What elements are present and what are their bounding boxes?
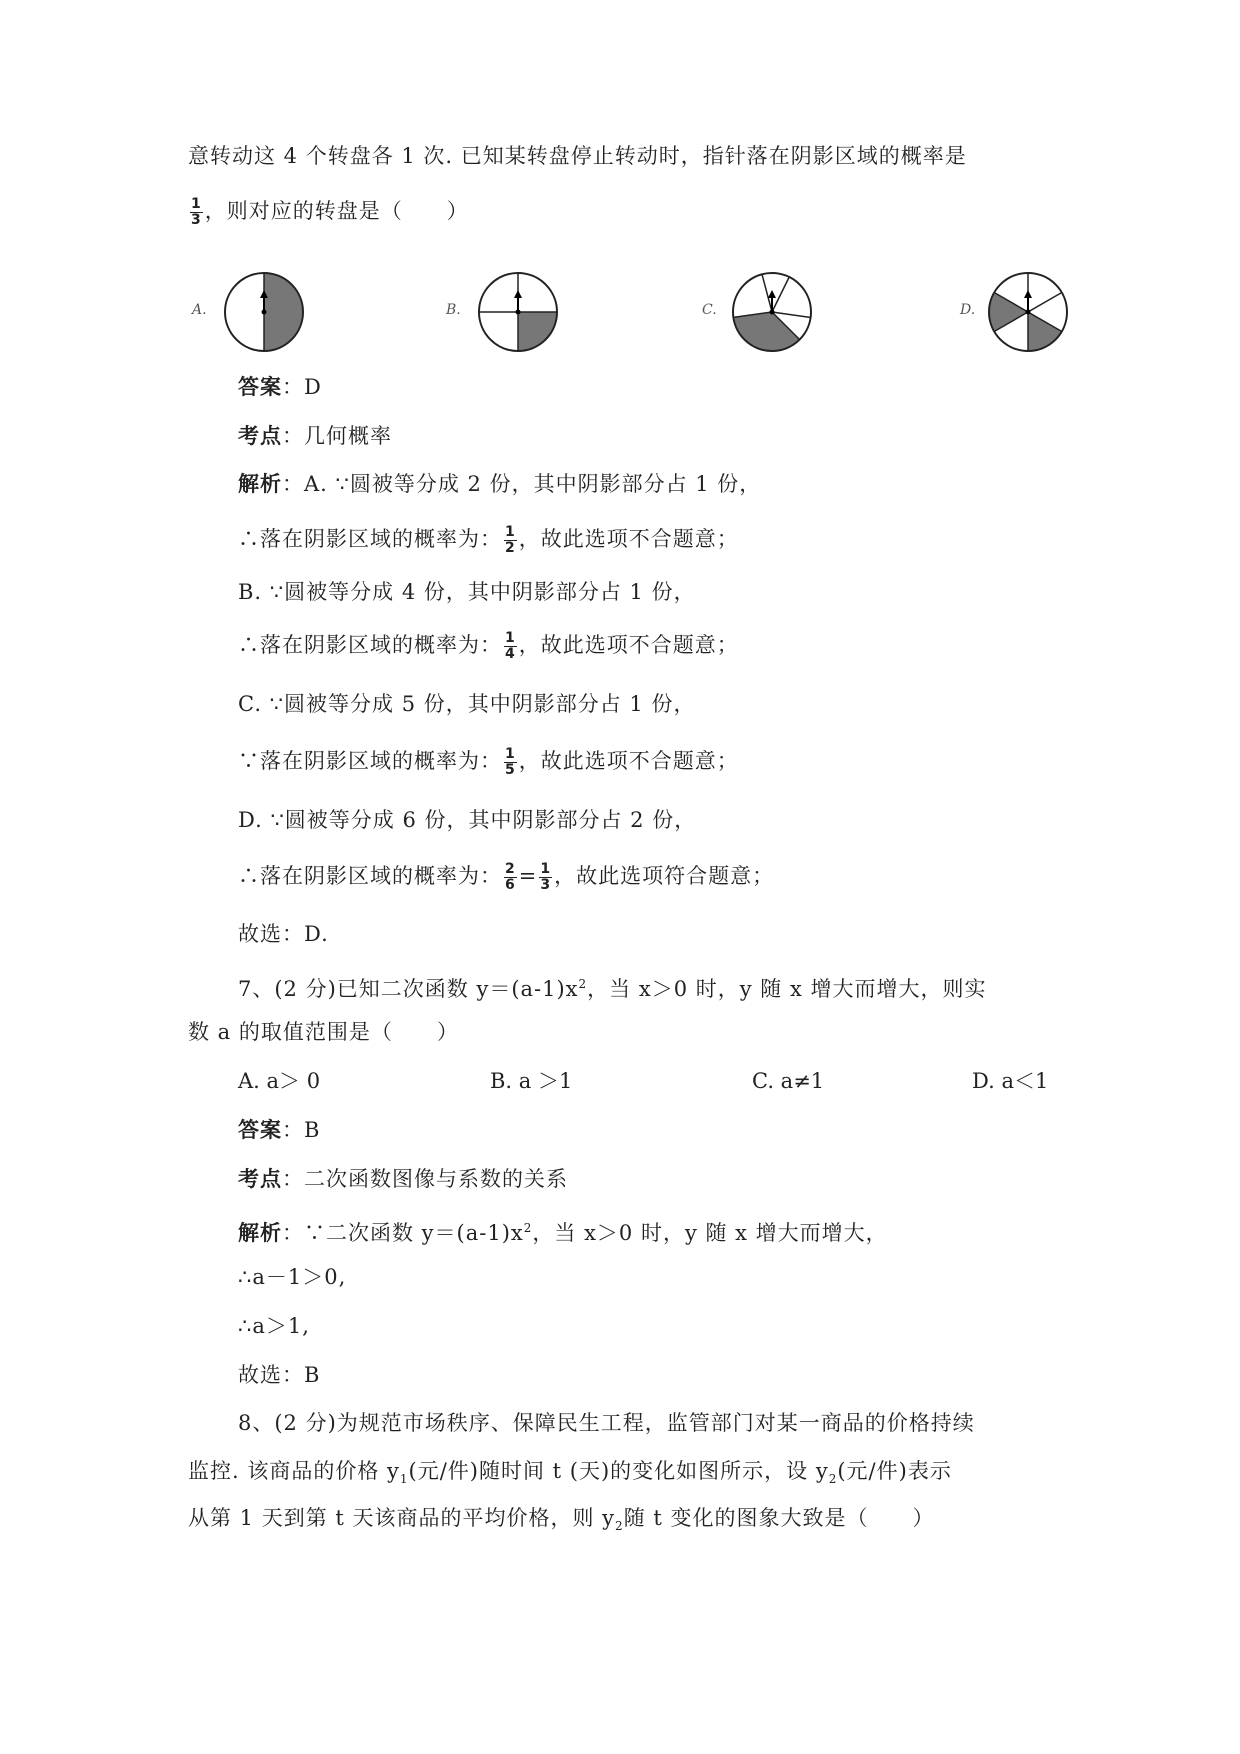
q7-choice-c: C. a≠1	[752, 1069, 825, 1093]
fraction: $\frac{1}{3}$	[540, 861, 552, 893]
q7-step2: ∴a＞1,	[238, 1314, 310, 1338]
q7-step1: ∴a－1＞0,	[238, 1265, 347, 1289]
spinner-b-diagram	[476, 270, 560, 354]
q6-analysis-c1: C. ∵圆被等分成 5 份，其中阴影部分占 1 份，	[238, 692, 696, 716]
shaded-sector	[264, 273, 303, 351]
pointer-tip	[514, 290, 522, 298]
q7-choice-a: A. a＞ 0	[238, 1069, 321, 1093]
q6-stem-line2: $\frac{1}{3}$ ，则对应的转盘是（ ）	[191, 196, 469, 228]
q6-analysis-b2: ∴落在阴影区域的概率为： $\frac{1}{4}$ ，故此选项不合题意；	[238, 630, 739, 662]
shaded-sector	[733, 312, 799, 351]
option-c-label: C.	[702, 302, 717, 318]
shaded-sector	[1028, 312, 1062, 351]
pivot	[516, 310, 521, 315]
divider-line	[772, 312, 811, 318]
fraction: $\frac{1}{5}$	[505, 746, 516, 778]
q7-choice-d: D. a＜1	[972, 1069, 1049, 1093]
q6-analysis-d2: ∴落在阴影区域的概率为： $\frac{2}{6}$ = $\frac{1}{3}$ ，故此选项符合题意；	[238, 861, 775, 893]
q8-stem-line1: 8、(2 分)为规范市场秩序、保障民生工程，监管部门对某一商品的价格持续	[238, 1411, 975, 1435]
q6-analysis-c2: ∵落在阴影区域的概率为： $\frac{1}{5}$ ，故此选项不合题意；	[238, 746, 739, 778]
option-a-label: A.	[192, 302, 207, 318]
q6-analysis-d1: D. ∵圆被等分成 6 份，其中阴影部分占 2 份，	[238, 808, 697, 832]
pivot	[1026, 310, 1031, 315]
pointer-tip	[768, 290, 776, 298]
option-b-label: B.	[446, 302, 461, 318]
q7-stem-line1: 7、(2 分)已知二次函数 $y=(a-1)x^2$，当 x＞0 时，y 随 x 增大而增大，则实	[238, 977, 987, 1001]
fraction: $\frac{1}{3}$	[191, 196, 202, 228]
q6-stem-line1: 意转动这 4 个转盘各 1 次. 已知某转盘停止转动时，指针落在阴影区域的概率是	[188, 144, 967, 168]
q6-conclusion: 故选：D.	[238, 922, 329, 946]
shaded-sector	[989, 293, 1028, 332]
fraction: $\frac{1}{4}$	[505, 630, 516, 662]
q6-analysis-b1: B. ∵圆被等分成 4 份，其中阴影部分占 1 份，	[238, 580, 696, 604]
pivot	[262, 310, 267, 315]
q7-answer: 答案：B	[238, 1117, 321, 1142]
q7-choice-b: B. a ＞1	[490, 1069, 573, 1093]
q8-stem-line2: 监控. 该商品的价格 $y_1$(元/件)随时间 t (天)的变化如图所示，设 $y_2$(元/件)表示	[188, 1459, 952, 1487]
pivot	[770, 310, 775, 315]
spinner-c-diagram	[730, 270, 814, 354]
q8-stem-line3: 从第 1 天到第 t 天该商品的平均价格，则 $y_2$随 t 变化的图象大致是（ ）	[188, 1506, 935, 1534]
q7-analysis: 解析：∵二次函数 $y=(a-1)x^2$，当 x＞0 时，y 随 x 增大而增大，	[238, 1220, 888, 1245]
q7-conclusion: 故选：B	[238, 1363, 321, 1387]
q7-point: 考点：二次函数图像与系数的关系	[238, 1166, 568, 1191]
q6-analysis-a1: 解析：A. ∵圆被等分成 2 份，其中阴影部分占 1 份，	[238, 471, 762, 496]
spinner-a-diagram	[222, 270, 306, 354]
spinner-d-diagram	[986, 270, 1070, 354]
q7-stem-line2: 数 a 的取值范围是（ ）	[188, 1020, 459, 1044]
divider-line	[772, 277, 789, 312]
q6-answer: 答案：D	[238, 374, 322, 399]
q6-point: 考点：几何概率	[238, 423, 392, 448]
pointer-tip	[1024, 290, 1032, 298]
fraction: $\frac{2}{6}$	[505, 861, 516, 893]
fraction: $\frac{1}{2}$	[505, 524, 516, 556]
q6-analysis-a2: ∴落在阴影区域的概率为： $\frac{1}{2}$ ，故此选项不合题意；	[238, 524, 739, 556]
option-d-label: D.	[960, 302, 976, 318]
